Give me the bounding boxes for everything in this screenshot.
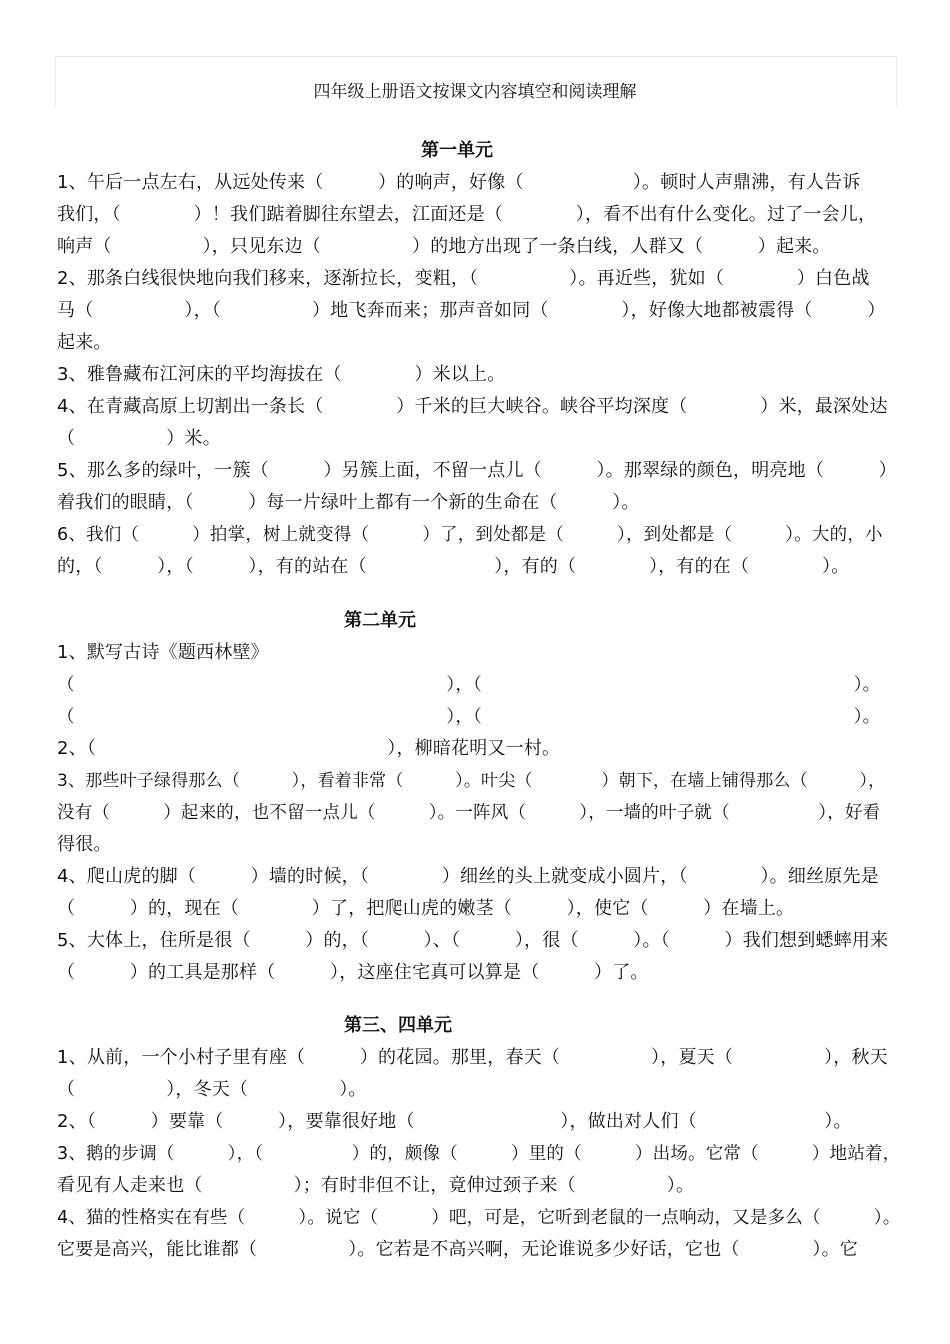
text-line: 1、午后一点左右，从远处传来（ ）的响声，好像（ ）。顿时人声鼎沸，有人告诉	[57, 172, 861, 193]
text-line: 1、默写古诗《题西林壁》	[57, 642, 269, 663]
text-line: 4、在青藏高原上切割出一条长（ ）千米的巨大峡谷。峡谷平均深度（ ）米，最深处达	[57, 396, 888, 417]
unit1-heading: 第一单元	[421, 140, 493, 161]
text-line: 5、大体上，住所是很（ ）的，（ ）、（ ），很（ ）。（ ）我们想到蟋蟀用来	[57, 930, 889, 951]
text-line: 2、（ ），柳暗花明又一村。	[57, 738, 561, 759]
unit34-heading: 第三、四单元	[344, 1015, 452, 1036]
poem-blank-line: （ ），（ ）。	[57, 707, 881, 727]
text-line: 没有（ ）起来的，也不留一点儿（ ）。一阵风（ ），一墙的叶子就（ ），好看	[57, 803, 881, 823]
poem-blank-line: （ ），（ ）。	[57, 675, 881, 695]
text-line: 6、我们（ ）拍掌，树上就变得（ ）了，到处都是（ ），到处都是（ ）。大的，小	[57, 525, 883, 545]
text-line: 得很。	[57, 834, 112, 855]
text-line: （ ）的工具是那样（ ），这座住宅真可以算是（ ）了。	[57, 962, 649, 983]
text-line: 的，（ ），（ ），有的站在（ ），有的（ ），有的在（ ）。	[57, 556, 850, 577]
text-line: 1、从前，一个小村子里有座（ ）的花园。那里，春天（ ），夏天（ ），秋天	[57, 1047, 888, 1068]
text-line: 2、那条白线很快地向我们移来，逐渐拉长，变粗，（ ）。再近些，犹如（ ）白色战	[57, 268, 870, 289]
text-line: 我们，（ ）！我们踮着脚往东望去，江面还是（ ），看不出有什么变化。过了一会儿，	[57, 204, 877, 225]
text-line: 4、猫的性格实在有些（ ）。说它（ ）吧，可是，它听到老鼠的一点响动，又是多么（ ）。	[57, 1208, 901, 1228]
text-line: 它要是高兴，能比谁都（ ）。它若是不高兴啊，无论谁说多少好话，它也（ ）。它	[57, 1239, 858, 1260]
text-line: 起来。	[57, 332, 112, 353]
text-line: 响声（ ），只见东边（ ）的地方出现了一条白线，人群又（ ）起来。	[57, 236, 831, 257]
text-line: 3、那些叶子绿得那么（ ），看着非常（ ）。叶尖（ ）朝下，在墙上铺得那么（ ），	[57, 771, 886, 791]
text-line: 3、鹅的步调（ ），（ ）的，颇像（ ）里的（ ）出场。它常（ ）地站着，	[57, 1144, 901, 1164]
text-line: 2、（ ）要靠（ ），要靠很好地（ ），做出对人们（ ）。	[57, 1111, 852, 1132]
text-line: 5、那么多的绿叶，一簇（ ）另簇上面，不留一点儿（ ）。那翠绿的颜色，明亮地（ ）	[57, 460, 897, 481]
text-line: 3、雅鲁藏布江河床的平均海拔在（ ）米以上。	[57, 364, 506, 385]
document-title: 四年级上册语文按课文内容填空和阅读理解	[313, 82, 637, 102]
text-line: 4、爬山虎的脚（ ）墙的时候，（ ）细丝的头上就变成小圆片，（ ）。细丝原先是	[57, 866, 879, 887]
unit2-heading: 第二单元	[344, 610, 416, 631]
text-line: 马（ ），（ ）地飞奔而来；那声音如同（ ），好像大地都被震得（ ）	[57, 300, 886, 321]
text-line: （ ）米。	[57, 428, 221, 449]
text-line: 着我们的眼睛，（ ）每一片绿叶上都有一个新的生命在（ ）。	[57, 492, 640, 513]
text-line: （ ），冬天（ ）。	[57, 1079, 367, 1100]
text-line: （ ）的，现在（ ）了，把爬山虎的嫩茎（ ），使它（ ）在墙上。	[57, 898, 795, 919]
text-line: 看见有人走来也（ ）；有时非但不让，竟伸过颈子来（ ）。	[57, 1175, 695, 1196]
